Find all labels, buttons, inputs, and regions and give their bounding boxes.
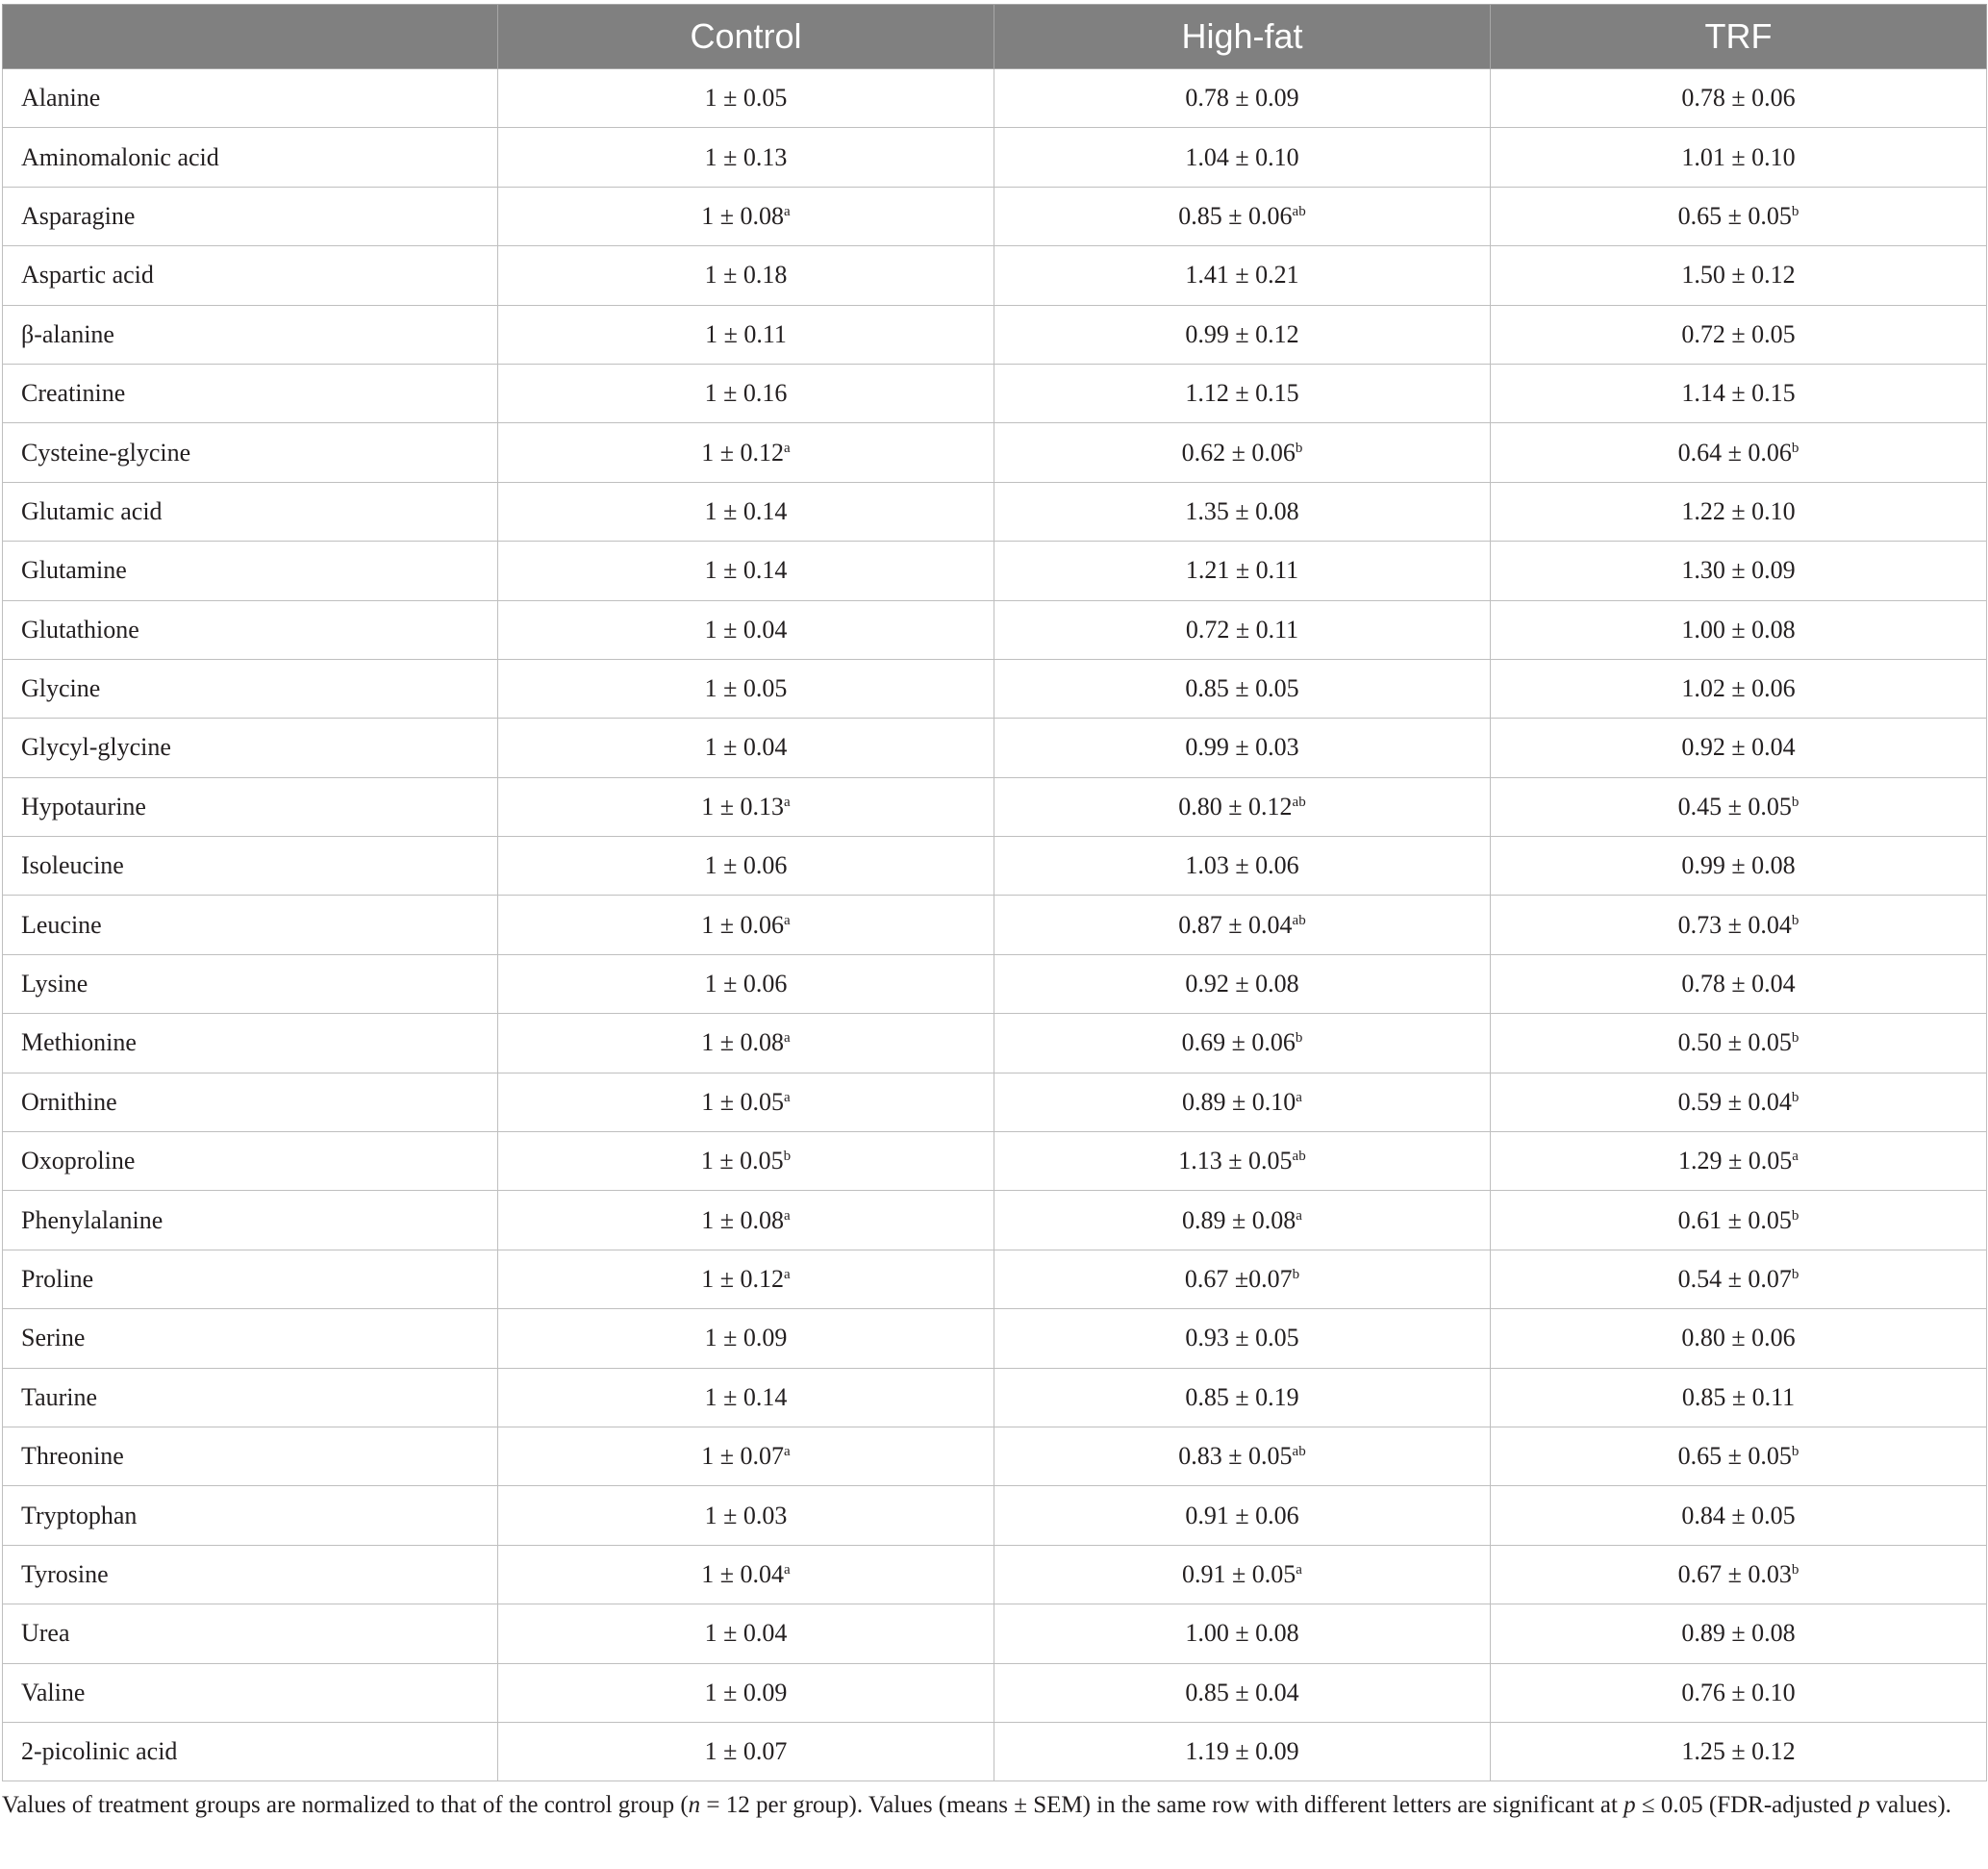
cell-value: 1.14 ± 0.15 (1681, 379, 1796, 408)
cell-value: 0.83 ± 0.05 (1178, 1442, 1293, 1471)
cell-value: 1 ± 0.11 (705, 319, 787, 348)
cell-high-fat (994, 246, 1491, 305)
cell-value: 0.78 ± 0.04 (1681, 970, 1796, 998)
header-high-fat: High-fat (994, 5, 1491, 69)
significance-letter: a (1296, 1089, 1302, 1105)
cell-trf (1491, 482, 1987, 541)
significance-letter: b (1791, 912, 1799, 928)
cell-trf (1491, 600, 1987, 659)
cell-value: 0.78 ± 0.09 (1185, 84, 1299, 113)
header-control: Control (498, 5, 994, 69)
cell-trf (1491, 1545, 1987, 1604)
significance-letter: b (783, 1149, 792, 1165)
metabolite-name: Taurine (3, 1368, 498, 1427)
cell-trf (1491, 246, 1987, 305)
metabolite-name: Glycine (3, 659, 498, 718)
significance-letter: b (1791, 1089, 1799, 1105)
significance-letter: a (784, 912, 791, 928)
metabolite-name: Proline (3, 1250, 498, 1308)
significance-letter: b (1791, 1267, 1799, 1282)
cell-trf (1491, 1073, 1987, 1131)
table-row (3, 69, 1987, 128)
cell-high-fat (994, 1014, 1491, 1073)
cell-value: 1.29 ± 0.05 (1678, 1147, 1793, 1175)
table-row (3, 659, 1987, 718)
cell-trf (1491, 659, 1987, 718)
cell-control (498, 1132, 994, 1191)
cell-control (498, 423, 994, 482)
cell-control (498, 305, 994, 364)
table-row (3, 364, 1987, 422)
metabolite-name: β-alanine (3, 305, 498, 364)
cell-high-fat (994, 1545, 1491, 1604)
cell-high-fat (994, 1250, 1491, 1308)
table-row (3, 896, 1987, 954)
cell-high-fat (994, 777, 1491, 836)
cell-trf (1491, 1191, 1987, 1250)
metabolite-name: Valine (3, 1663, 498, 1722)
cell-value: 1.13 ± 0.05 (1178, 1147, 1293, 1175)
cell-control (498, 128, 994, 187)
table-row (3, 1545, 1987, 1604)
cell-value: 0.61 ± 0.05 (1677, 1205, 1792, 1234)
cell-value: 1 ± 0.14 (704, 496, 788, 525)
cell-value: 0.64 ± 0.06 (1677, 438, 1792, 467)
cell-control (498, 1486, 994, 1545)
cell-value: 1 ± 0.08 (701, 1028, 785, 1057)
significance-letter: b (1295, 1030, 1303, 1047)
cell-control (498, 1722, 994, 1781)
cell-value: 1.19 ± 0.09 (1185, 1737, 1299, 1766)
table-row (3, 423, 1987, 482)
cell-value: 1 ± 0.13 (704, 142, 788, 171)
cell-control (498, 1663, 994, 1722)
significance-letter: a (784, 1444, 791, 1460)
cell-value: 1 ± 0.04 (704, 733, 788, 762)
metabolite-name: Lysine (3, 954, 498, 1013)
metabolite-name: Glutathione (3, 600, 498, 659)
significance-letter: a (784, 794, 791, 810)
cell-value: 1.00 ± 0.08 (1185, 1619, 1299, 1648)
footnote-p-symbol-2: p (1857, 1792, 1871, 1818)
cell-value: 0.87 ± 0.04 (1178, 910, 1293, 939)
cell-control (498, 1014, 994, 1073)
cell-high-fat (994, 600, 1491, 659)
metabolite-name: Hypotaurine (3, 777, 498, 836)
table-row (3, 1250, 1987, 1308)
cell-value: 0.85 ± 0.04 (1185, 1678, 1299, 1706)
cell-value: 1 ± 0.14 (704, 1382, 788, 1411)
cell-trf (1491, 542, 1987, 600)
table-footnote (2, 1787, 1974, 1824)
table-row (3, 1486, 1987, 1545)
cell-value: 1 ± 0.18 (704, 261, 788, 290)
cell-high-fat (994, 305, 1491, 364)
cell-trf (1491, 777, 1987, 836)
cell-value: 1 ± 0.05 (701, 1087, 785, 1116)
cell-control (498, 187, 994, 245)
cell-value: 1.21 ± 0.11 (1185, 556, 1299, 585)
cell-value: 1.12 ± 0.15 (1185, 379, 1299, 408)
cell-high-fat (994, 1486, 1491, 1545)
cell-trf (1491, 719, 1987, 777)
table-row (3, 719, 1987, 777)
significance-letter: b (1791, 440, 1799, 456)
cell-trf (1491, 954, 1987, 1013)
cell-control (498, 69, 994, 128)
header-blank (3, 5, 498, 69)
cell-high-fat (994, 1309, 1491, 1368)
cell-high-fat (994, 187, 1491, 245)
cell-high-fat (994, 1722, 1491, 1781)
cell-value: 0.85 ± 0.11 (1681, 1382, 1796, 1411)
metabolite-name: Aspartic acid (3, 246, 498, 305)
cell-value: 1 ± 0.06 (704, 851, 788, 880)
significance-letter: a (784, 1089, 791, 1105)
cell-value: 0.72 ± 0.11 (1185, 615, 1299, 644)
cell-trf (1491, 837, 1987, 896)
cell-control (498, 954, 994, 1013)
cell-value: 0.89 ± 0.10 (1182, 1087, 1296, 1116)
significance-letter: a (784, 1267, 791, 1282)
cell-value: 1.30 ± 0.09 (1681, 556, 1796, 585)
significance-letter: b (1791, 203, 1799, 219)
cell-high-fat (994, 1073, 1491, 1131)
metabolite-name: Threonine (3, 1427, 498, 1485)
cell-control (498, 1250, 994, 1308)
metabolite-name: Glutamine (3, 542, 498, 600)
table-row (3, 482, 1987, 541)
cell-trf (1491, 187, 1987, 245)
cell-high-fat (994, 1368, 1491, 1427)
significance-letter: b (1791, 1207, 1799, 1224)
cell-value: 0.80 ± 0.12 (1178, 792, 1293, 821)
cell-control (498, 1545, 994, 1604)
cell-high-fat (994, 1604, 1491, 1663)
cell-control (498, 777, 994, 836)
cell-value: 0.85 ± 0.06 (1178, 201, 1293, 230)
cell-value: 0.91 ± 0.06 (1185, 1501, 1299, 1529)
metabolite-name: Ornithine (3, 1073, 498, 1131)
cell-control (498, 896, 994, 954)
cell-high-fat (994, 837, 1491, 896)
cell-trf (1491, 305, 1987, 364)
table-row (3, 1014, 1987, 1073)
significance-letter: ab (1292, 203, 1306, 219)
cell-value: 1.04 ± 0.10 (1185, 142, 1299, 171)
cell-high-fat (994, 364, 1491, 422)
cell-value: 1.22 ± 0.10 (1681, 496, 1796, 525)
cell-high-fat (994, 542, 1491, 600)
cell-value: 1 ± 0.08 (701, 201, 785, 230)
metabolite-name: Oxoproline (3, 1132, 498, 1191)
cell-value: 0.69 ± 0.06 (1181, 1028, 1296, 1057)
cell-trf (1491, 1722, 1987, 1781)
cell-value: 1 ± 0.13 (701, 792, 785, 821)
cell-value: 0.65 ± 0.05 (1677, 201, 1792, 230)
cell-value: 0.65 ± 0.05 (1677, 1442, 1792, 1471)
metabolite-name: Tryptophan (3, 1486, 498, 1545)
cell-value: 1 ± 0.08 (701, 1205, 785, 1234)
metabolite-name: 2-picolinic acid (3, 1722, 498, 1781)
table-row (3, 1368, 1987, 1427)
cell-value: 0.89 ± 0.08 (1681, 1619, 1796, 1648)
significance-letter: ab (1292, 1444, 1306, 1460)
cell-value: 1 ± 0.16 (704, 379, 788, 408)
significance-letter: b (1791, 794, 1799, 810)
cell-control (498, 364, 994, 422)
significance-letter: a (784, 203, 791, 219)
cell-high-fat (994, 1132, 1491, 1191)
cell-trf (1491, 1309, 1987, 1368)
table-body (3, 69, 1987, 1781)
cell-value: 0.93 ± 0.05 (1185, 1324, 1299, 1352)
cell-trf (1491, 69, 1987, 128)
table-row (3, 187, 1987, 245)
cell-trf (1491, 1132, 1987, 1191)
cell-value: 0.50 ± 0.05 (1677, 1028, 1792, 1057)
table-row (3, 954, 1987, 1013)
cell-value: 1.41 ± 0.21 (1185, 261, 1299, 290)
cell-trf (1491, 1014, 1987, 1073)
cell-trf (1491, 1663, 1987, 1722)
cell-value: 0.76 ± 0.10 (1681, 1678, 1796, 1706)
cell-control (498, 482, 994, 541)
metabolite-name: Phenylalanine (3, 1191, 498, 1250)
cell-value: 1 ± 0.03 (704, 1501, 788, 1529)
table-row (3, 305, 1987, 364)
footnote-text-1: Values of treatment groups are normalized to that of the control group ( (2, 1792, 689, 1818)
metabolite-name: Leucine (3, 896, 498, 954)
cell-trf (1491, 1604, 1987, 1663)
table-row (3, 1191, 1987, 1250)
significance-letter: b (1791, 1030, 1799, 1047)
cell-value: 1 ± 0.04 (704, 1619, 788, 1648)
metabolite-name: Aminomalonic acid (3, 128, 498, 187)
significance-letter: a (1296, 1561, 1302, 1578)
cell-value: 0.45 ± 0.05 (1677, 792, 1792, 821)
cell-value: 1 ± 0.12 (701, 438, 785, 467)
footnote-p-symbol: p (1623, 1792, 1636, 1818)
cell-value: 1.03 ± 0.06 (1185, 851, 1299, 880)
cell-value: 1 ± 0.14 (704, 556, 788, 585)
significance-letter: b (1791, 1561, 1799, 1578)
cell-value: 1 ± 0.07 (704, 1737, 788, 1766)
cell-value: 1 ± 0.05 (704, 674, 788, 703)
cell-trf (1491, 128, 1987, 187)
cell-value: 0.67 ±0.07 (1184, 1265, 1293, 1293)
metabolite-name: Glutamic acid (3, 482, 498, 541)
cell-control (498, 1368, 994, 1427)
table-row (3, 1073, 1987, 1131)
cell-high-fat (994, 1427, 1491, 1485)
cell-control (498, 542, 994, 600)
table-row (3, 837, 1987, 896)
table-row (3, 1722, 1987, 1781)
cell-value: 1 ± 0.09 (704, 1324, 788, 1352)
significance-letter: ab (1292, 794, 1306, 810)
cell-value: 1 ± 0.04 (704, 615, 788, 644)
metabolite-name: Alanine (3, 69, 498, 128)
table-row (3, 600, 1987, 659)
header-trf: TRF (1491, 5, 1987, 69)
metabolite-name: Tyrosine (3, 1545, 498, 1604)
footnote-n-symbol: n (688, 1792, 701, 1818)
cell-value: 1.00 ± 0.08 (1681, 615, 1796, 644)
table-row (3, 1309, 1987, 1368)
significance-letter: ab (1292, 1149, 1306, 1165)
cell-high-fat (994, 954, 1491, 1013)
cell-value: 1.50 ± 0.12 (1681, 261, 1796, 290)
cell-value: 0.99 ± 0.12 (1185, 319, 1299, 348)
table-row (3, 1132, 1987, 1191)
metabolite-name: Methionine (3, 1014, 498, 1073)
cell-control (498, 1191, 994, 1250)
cell-value: 0.62 ± 0.06 (1181, 438, 1296, 467)
significance-letter: a (784, 1207, 791, 1224)
cell-trf (1491, 1250, 1987, 1308)
cell-value: 0.59 ± 0.04 (1677, 1087, 1792, 1116)
cell-value: 1.02 ± 0.06 (1681, 674, 1796, 703)
cell-value: 1 ± 0.06 (701, 910, 785, 939)
cell-value: 0.80 ± 0.06 (1681, 1324, 1796, 1352)
cell-value: 0.85 ± 0.05 (1185, 674, 1299, 703)
significance-letter: b (1295, 440, 1303, 456)
metabolite-name: Creatinine (3, 364, 498, 422)
cell-value: 1 ± 0.06 (704, 970, 788, 998)
footnote-text-4: values). (1870, 1792, 1951, 1818)
cell-value: 0.99 ± 0.03 (1185, 733, 1299, 762)
cell-value: 1 ± 0.05 (704, 84, 788, 113)
significance-letter: a (1792, 1149, 1799, 1165)
significance-letter: a (784, 1030, 791, 1047)
cell-trf (1491, 423, 1987, 482)
cell-value: 0.84 ± 0.05 (1681, 1501, 1796, 1529)
metabolite-name: Isoleucine (3, 837, 498, 896)
cell-trf (1491, 1486, 1987, 1545)
cell-value: 0.89 ± 0.08 (1182, 1205, 1296, 1234)
cell-value: 1 ± 0.07 (701, 1442, 785, 1471)
cell-control (498, 600, 994, 659)
table-row (3, 1663, 1987, 1722)
footnote-text-3: ≤ 0.05 (FDR-adjusted (1635, 1792, 1858, 1818)
cell-high-fat (994, 896, 1491, 954)
cell-value: 1 ± 0.05 (700, 1147, 784, 1175)
cell-value: 1 ± 0.09 (704, 1678, 788, 1706)
metabolite-name: Urea (3, 1604, 498, 1663)
cell-high-fat (994, 1191, 1491, 1250)
cell-value: 1 ± 0.12 (701, 1265, 785, 1293)
table-row (3, 542, 1987, 600)
significance-letter: a (784, 1561, 791, 1578)
significance-letter: a (784, 440, 791, 456)
cell-control (498, 1073, 994, 1131)
metabolite-name: Cysteine-glycine (3, 423, 498, 482)
table-row (3, 777, 1987, 836)
table-row (3, 128, 1987, 187)
cell-value: 0.67 ± 0.03 (1677, 1559, 1792, 1588)
cell-high-fat (994, 423, 1491, 482)
significance-letter: b (1292, 1267, 1300, 1282)
cell-control (498, 659, 994, 718)
cell-value: 0.78 ± 0.06 (1681, 84, 1796, 113)
cell-control (498, 1309, 994, 1368)
cell-high-fat (994, 719, 1491, 777)
table-row (3, 246, 1987, 305)
cell-value: 0.92 ± 0.04 (1681, 733, 1796, 762)
cell-value: 1 ± 0.04 (701, 1559, 785, 1588)
cell-control (498, 837, 994, 896)
significance-letter: b (1791, 1444, 1799, 1460)
cell-value: 0.85 ± 0.19 (1185, 1382, 1299, 1411)
cell-high-fat (994, 1663, 1491, 1722)
cell-control (498, 719, 994, 777)
table-row (3, 1427, 1987, 1485)
cell-value: 0.72 ± 0.05 (1681, 319, 1796, 348)
cell-trf (1491, 364, 1987, 422)
cell-high-fat (994, 128, 1491, 187)
metabolite-name: Glycyl-glycine (3, 719, 498, 777)
cell-value: 0.92 ± 0.08 (1185, 970, 1299, 998)
cell-high-fat (994, 482, 1491, 541)
footnote-text-2: = 12 per group). Values (means ± SEM) in the same row with different letters are significant at (700, 1792, 1624, 1818)
cell-high-fat (994, 659, 1491, 718)
cell-control (498, 1604, 994, 1663)
cell-value: 0.73 ± 0.04 (1677, 910, 1792, 939)
cell-trf (1491, 1427, 1987, 1485)
cell-value: 1.25 ± 0.12 (1681, 1737, 1796, 1766)
table-header-row (3, 5, 1987, 69)
cell-value: 1.01 ± 0.10 (1681, 142, 1796, 171)
metabolite-table (2, 4, 1987, 1781)
cell-value: 1.35 ± 0.08 (1185, 496, 1299, 525)
cell-high-fat (994, 69, 1491, 128)
significance-letter: ab (1292, 912, 1306, 928)
cell-trf (1491, 1368, 1987, 1427)
significance-letter: a (1296, 1207, 1302, 1224)
cell-control (498, 246, 994, 305)
metabolite-name: Asparagine (3, 187, 498, 245)
cell-value: 0.99 ± 0.08 (1681, 851, 1796, 880)
cell-value: 0.91 ± 0.05 (1182, 1559, 1296, 1588)
cell-trf (1491, 896, 1987, 954)
cell-control (498, 1427, 994, 1485)
metabolite-name: Serine (3, 1309, 498, 1368)
cell-value: 0.54 ± 0.07 (1677, 1265, 1792, 1293)
table-row (3, 1604, 1987, 1663)
